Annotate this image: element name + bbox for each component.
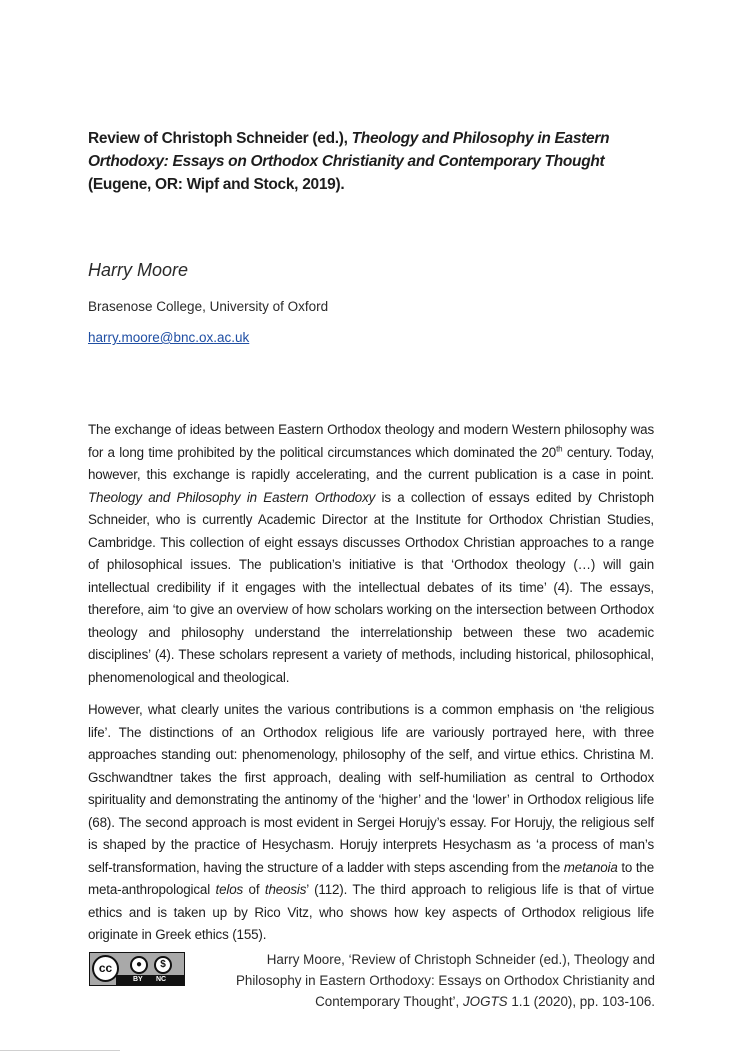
license-strip bbox=[116, 975, 184, 985]
cc-license-badge[interactable] bbox=[89, 952, 185, 986]
attribution-person-icon: ● bbox=[130, 956, 148, 974]
book-title-inline: Theology and Philosophy in Eastern Orthodoxy bbox=[88, 489, 376, 505]
citation-footer: Harry Moore, ‘Review of Christoph Schneider (ed.), Theology and Philosophy in Eastern Orthodoxy: Essays on Orthodox Christianity and Contemporary Thought’, JOGTS 1.1 (2020), pp. 103-106. bbox=[235, 952, 655, 1009]
review-body bbox=[88, 419, 654, 957]
paragraph-1: The exchange of ideas between Eastern Orthodox theology and modern Western philosophy was for a long time prohibited by the political circumstances which dominated the 20th century. Today, however, this exchange is rapidly accelerating, and the current publication is a case in point. Theology and Philosophy in Eastern Orthodoxy is a collection of essays edited by Christoph Schneider, who is currently Academic Director at the Institute for Orthodox Christian Studies, Cambridge. This collection of eight essays discusses Orthodox Christian approaches to a range of philosophical issues. The publication’s initiative is that ‘Orthodox theology (…) will gain intellectual credibility if it engages with the intellectual debates of its time’ (4). The essays, therefore, aim ‘to give an overview of how scholars working on the intersection between Orthodox theology and philosophy understand the interrelationship between these two academic disciplines’ (4). These scholars represent a variety of methods, including historical, philosophical, phenomenological and theological. bbox=[88, 422, 654, 685]
license-by-label: BY bbox=[133, 976, 143, 983]
noncommercial-dollar-icon: $ bbox=[154, 956, 172, 974]
page-edge-divider bbox=[0, 1050, 120, 1051]
license-nc-label: NC bbox=[156, 976, 167, 983]
title-prefix: Review of Christoph Schneider (ed.), bbox=[88, 130, 352, 147]
book-title: Theology and Philosophy in Eastern Orthodoxy: Essays on Orthodox Christianity and Contemporary Thought bbox=[88, 130, 610, 170]
review-title bbox=[88, 127, 658, 196]
ordinal-superscript: th bbox=[556, 444, 563, 454]
author-name: Harry Moore bbox=[88, 260, 189, 280]
author-affiliation: Brasenose College, University of Oxford bbox=[88, 299, 329, 314]
journal-abbrev: JOGTS bbox=[462, 994, 508, 1009]
author-email-link[interactable]: harry.moore@bnc.ox.ac.uk bbox=[88, 330, 250, 345]
paragraph-2: However, what clearly unites the various contributions is a common emphasis on ‘the religious life’. The distinctions of an Orthodox religious life are variously portrayed here, with three approaches standing out: phenomenology, philosophy of the self, and virtue ethics. Christina M. Gschwandtner takes the first approach, dealing with self-humiliation as central to Orthodox spirituality and demonstrating the antinomy of the ‘higher’ and the ‘lower’ in Orthodox religious life (68). The second approach is most evident in Sergei Horujy’s essay. For Horujy, the religious self is shaped by the practice of Hesychasm. Horujy interprets Hesychasm as ‘a process of man’s self-transformation, having the structure of a ladder with steps ascending from the metanoia to the meta-anthropological telos of theosis’ (112). The third approach to religious life is that of virtue ethics and is taken up by Rico Vitz, who shows how key aspects of Orthodox religious life originate in Greek ethics (155). bbox=[88, 702, 654, 942]
title-suffix: (Eugene, OR: Wipf and Stock, 2019). bbox=[88, 176, 345, 193]
creative-commons-icon: cc bbox=[92, 955, 119, 982]
